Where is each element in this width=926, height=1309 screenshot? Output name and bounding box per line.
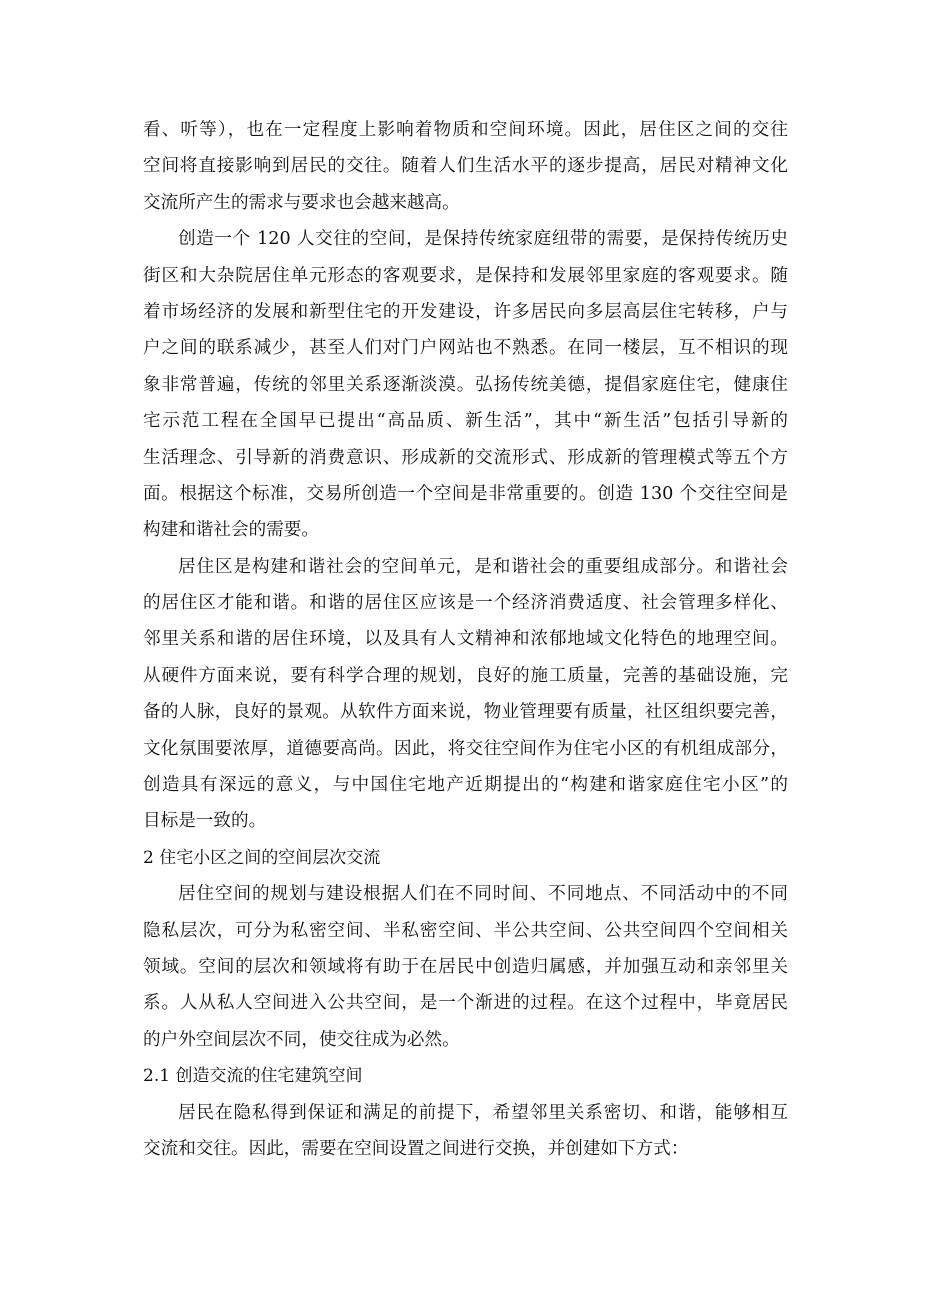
paragraph-first-line: 居住空间的规划与建设根据人们在不同时间、不同地点、不同活动中的不同 [178,884,788,905]
text-line: 邻里关系和谐的居住环境，以及具有人文精神和浓郁地域文化特色的地理空间。 [143,629,788,650]
text-line: 隐私层次，可分为私密空间、半私密空间、半公共空间、公共空间四个空间相关 [143,920,788,941]
text-line: 目标是一致的。 [143,811,267,832]
text-line: 宅示范工程在全国早已提出“高品质、新生活”，其中“新生活”包括引导新的 [143,411,788,432]
text-line: 象非常普遍，传统的邻里关系逐渐淡漠。弘扬传统美德，提倡家庭住宅，健康住 [143,374,788,395]
text-line: 创造具有深远的意义，与中国住宅地产近期提出的“构建和谐家庭住宅小区”的 [143,775,788,796]
paragraph-first-line: 居民在隐私得到保证和满足的前提下，希望邻里关系密切、和谐，能够相互 [178,1102,788,1123]
section-heading: 2 住宅小区之间的空间层次交流 [143,847,381,868]
text-line: 系。人从私人空间进入公共空间，是一个渐进的过程。在这个过程中，毕竟居民 [143,993,788,1014]
text-line: 看、听等），也在一定程度上影响着物质和空间环境。因此，居住区之间的交往 [143,120,788,140]
text-line: 文化氛围要浓厚，道德要高尚。因此，将交往空间作为住宅小区的有机组成部分， [143,738,788,759]
text-line: 着市场经济的发展和新型住宅的开发建设，许多居民向多层高层住宅转移，户与 [143,301,788,322]
text-line: 领域。空间的层次和领域将有助于在居民中创造归属感，并加强互动和亲邻里关 [143,956,788,977]
text-line: 的户外空间层次不同，使交往成为必然。 [143,1029,460,1050]
text-line: 街区和大杂院居住单元形态的客观要求，是保持和发展邻里家庭的客观要求。随 [143,265,788,286]
document-body [143,112,788,1167]
text-line: 的居住区才能和谐。和谐的居住区应该是一个经济消费适度、社会管理多样化、 [143,593,788,614]
paragraph-first-line: 创造一个 120 人交往的空间，是保持传统家庭纽带的需要，是保持传统历史 [178,229,788,250]
paragraph-first-line: 居住区是构建和谐社会的空间单元，是和谐社会的重要组成部分。和谐社会 [178,556,788,577]
subsection-heading: 2.1 创造交流的住宅建筑空间 [143,1066,363,1087]
text-line: 从硬件方面来说，要有科学合理的规划，良好的施工质量，完善的基础设施，完 [143,665,788,686]
text-line: 交流和交往。因此，需要在空间设置之间进行交换，并创建如下方式： [143,1138,689,1159]
text-line: 交流所产生的需求与要求也会越来越高。 [143,192,460,213]
text-line: 面。根据这个标准，交易所创造一个空间是非常重要的。创造 130 个交往空间是 [143,483,788,504]
text-line: 备的人脉，良好的景观。从软件方面来说，物业管理要有质量，社区组织要完善， [143,702,788,723]
text-line: 构建和谐社会的需要。 [143,520,319,541]
text-line: 户之间的联系减少，甚至人们对门户网站也不熟悉。在同一楼层，互不相识的现 [143,338,788,359]
text-line: 空间将直接影响到居民的交往。随着人们生活水平的逐步提高，居民对精神文化 [143,156,788,177]
text-line: 生活理念、引导新的消费意识、形成新的交流形式、形成新的管理模式等五个方 [143,447,788,468]
